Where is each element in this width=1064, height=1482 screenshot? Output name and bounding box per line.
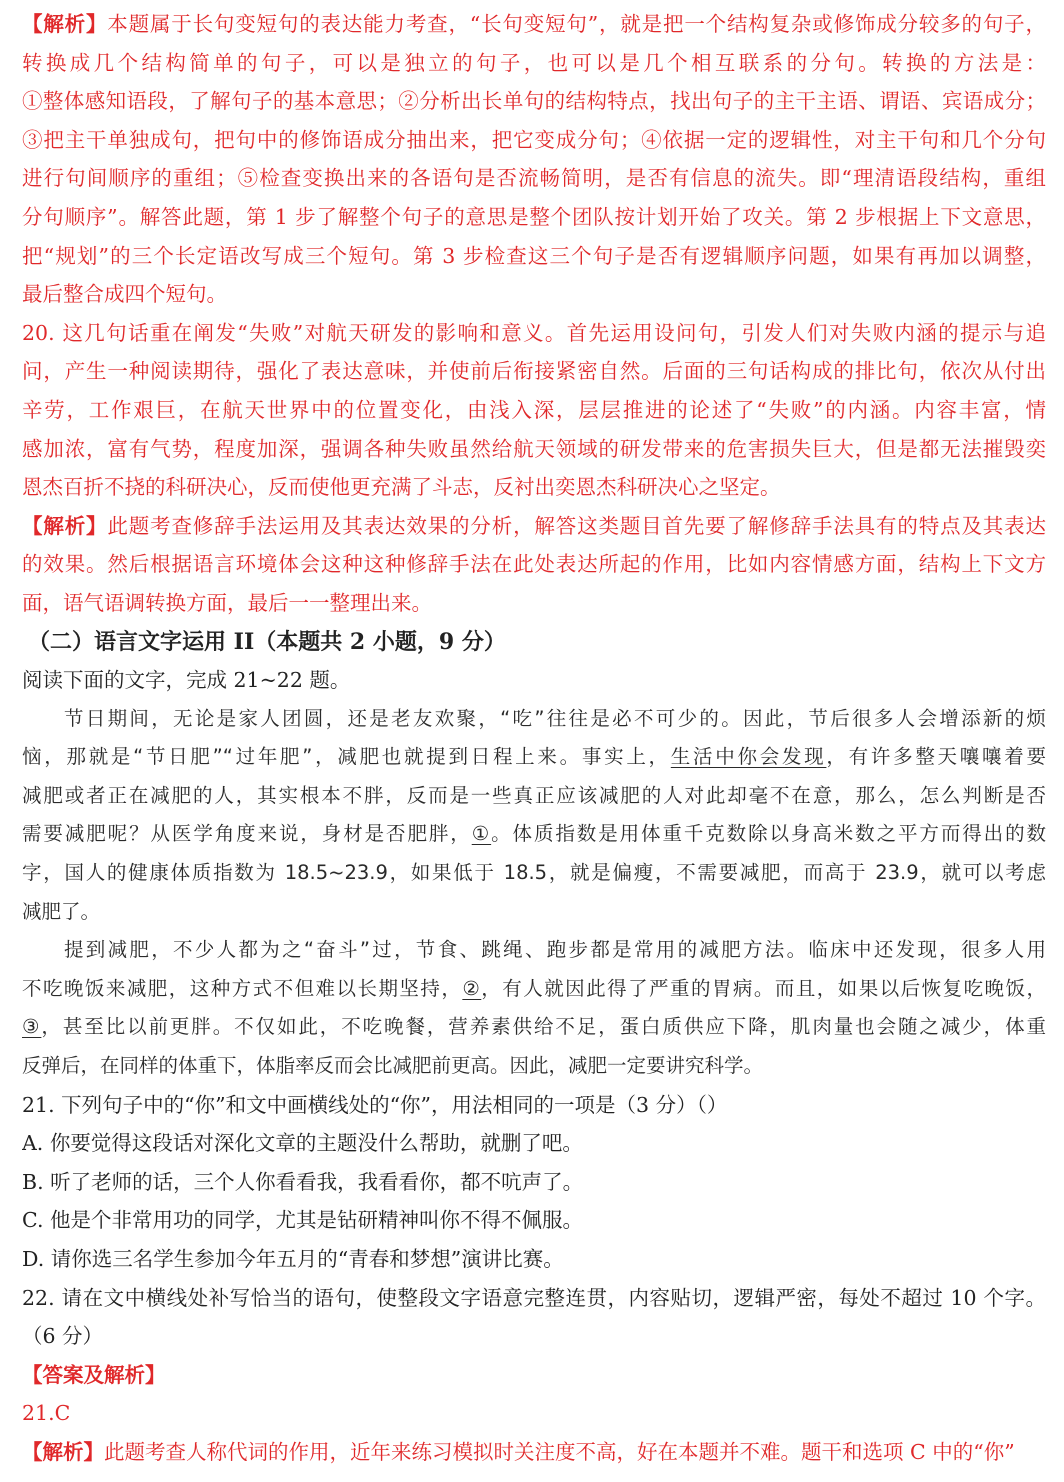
question-stem: 22. 请在文中横线处补写恰当的语句，使整段文字语意完整连贯，内容贴切，逻辑严密，每处不超过 10 个字。 <box>22 1285 1046 1310</box>
passage-line: 减肥或者正在减肥的人，其实根本不胖，反而是一些真正应该减肥的人对此却毫不在意，那么，怎么判断是否 <box>22 783 1046 807</box>
passage-line: 节日期间，无论是家人团圆，还是老友欢聚，“吃”往往是必不可少的。因此，节后很多人会增添新的烦 <box>64 706 1046 730</box>
option-a: A. 你要觉得这段话对深化文章的主题没什么帮助，就删了吧。 <box>22 1131 583 1156</box>
text-line: 20. 这几句话重在阐发“失败”对航天研发的影响和意义。首先运用设问句，引发人们对失败内涵的提示与追 <box>22 320 1046 345</box>
text-line: ①整体感知语段，了解句子的基本意思；②分析出长单句的结构特点，找出句子的主干主语、谓语、宾语成分； <box>22 89 1046 114</box>
passage-line: ③，甚至比以前更胖。不仅如此，不吃晚餐，营养素供给不足，蛋白质供应下降，肌肉量也会随之减少，体重 <box>22 1015 1046 1039</box>
text-line: 的效果。然后根据语言环境体会这种这种修辞手法在此处表达所起的作用，比如内容情感方面，结构上下文方 <box>22 552 1046 577</box>
answer-21: 21.C <box>22 1401 71 1426</box>
text-line: 转换成几个结构简单的句子，可以是独立的句子，也可以是几个相互联系的分句。转换的方法是： <box>22 50 1046 75</box>
passage-line: 不吃晚饭来减肥，这种方式不但难以长期坚持，②，有人就因此得了严重的胃病。而且，如果以后恢复吃晚饭， <box>22 976 1046 1000</box>
blank-marker-2: ② <box>462 976 482 1000</box>
text-line: 【解析】此题考查修辞手法运用及其表达效果的分析，解答这类题目首先要了解修辞手法具有的特点及其表达 <box>22 513 1046 538</box>
question-score: （6 分） <box>22 1324 104 1349</box>
answer-block <box>22 1356 1046 1472</box>
text-line: 恩杰百折不挠的科研决心，反而使他更充满了斗志，反衬出奕恩杰科研决心之坚定。 <box>22 475 781 500</box>
blank-marker-3: ③ <box>22 1015 42 1039</box>
text-line: ③把主干单独成句，把句中的修饰语成分抽出来，把它变成分句；④依据一定的逻辑性，对主干句和几个分句 <box>22 127 1046 152</box>
text-line: 感加浓，富有气势，程度加深，强调各种失败虽然给航天领域的研发带来的危害损失巨大，但是都无法摧毁奕 <box>22 436 1046 461</box>
text-line: 最后整合成四个短句。 <box>22 282 227 307</box>
option-b: B. 听了老师的话，三个人你看看我，我看看你，都不吭声了。 <box>22 1169 584 1194</box>
analysis-block-1 <box>22 5 1046 314</box>
blank-marker-1: ① <box>471 822 492 846</box>
question-stem: 21. 下列句子中的“你”和文中画横线处的“你”，用法相同的一项是（3 分）（） <box>22 1092 728 1117</box>
passage-line: 减肥了。 <box>22 899 101 923</box>
option-c: C. 他是个非常用功的同学，尤其是钻研精神叫你不得不佩服。 <box>22 1208 583 1233</box>
answer-20-block <box>22 314 1046 507</box>
passage-line: 需要减肥呢？从医学角度来说，身材是否肥胖，①。体质指数是用体重千克数除以身高米数之平方而得出的数 <box>22 822 1046 846</box>
text-line: 进行句间顺序的重组；⑤检查变换出来的各语句是否流畅简明，是否有信息的流失。即“理清语段结构，重组 <box>22 166 1046 191</box>
text-line: 【解析】本题属于长句变短句的表达能力考查，“长句变短句”，就是把一个结构复杂或修饰成分较多的句子， <box>22 12 1046 36</box>
text-line: 把“规划”的三个长定语改写成三个短句。第 3 步检查这三个句子是否有逻辑顺序问题，如果有再加以调整， <box>22 243 1046 268</box>
analysis-tag: 【解析】 <box>22 1439 104 1464</box>
passage-line: 恼，那就是“节日肥”“过年肥”，减肥也就提到日程上来。事实上，生活中你会发现，有许多整天嚷嚷着要 <box>22 745 1046 769</box>
passage-line: 字，国人的健康体质指数为 18.5~23.9，如果低于 18.5，就是偏瘦，不需要减肥，而高于 23.9，就可以考虑 <box>22 861 1046 885</box>
question-22 <box>22 1279 1046 1356</box>
analysis-tag: 【解析】 <box>22 12 108 36</box>
analysis-block-2 <box>22 507 1046 623</box>
text-line: 面，语气语调转换方面，最后一一整理出来。 <box>22 590 432 615</box>
analysis-tag: 【解析】 <box>22 513 108 538</box>
answer-heading: 【答案及解析】 <box>22 1362 166 1387</box>
option-d: D. 请你选三名学生参加今年五月的“青春和梦想”演讲比赛。 <box>22 1247 564 1271</box>
text-line: 分句顺序”。解答此题，第 1 步了解整个句子的意思是整个团队按计划开始了攻关。第 2 步根据上下文意思， <box>22 204 1046 229</box>
question-21 <box>22 1086 1046 1279</box>
text-line: 问，产生一种阅读期待，强化了表达意味，并使前后衔接紧密自然。后面的三句话构成的排比句，依次从付出 <box>22 359 1046 384</box>
text-line: 【解析】此题考查人称代词的作用，近年来练习模拟时关注度不高，好在本题并不难。题干和选项 C 中的“你” <box>22 1439 1015 1464</box>
text-line: 辛劳，工作艰巨，在航天世界中的位置变化，由浅入深，层层推进的论述了“失败”的内涵。内容丰富，情 <box>22 397 1046 422</box>
reading-passage <box>22 700 1046 1086</box>
underlined-phrase: 生活中你会发现 <box>670 745 827 769</box>
passage-line: 反弹后，在同样的体重下，体脂率反而会比减肥前更高。因此，减肥一定要讲究科学。 <box>22 1054 764 1078</box>
section-heading: （二）语言文字运用 II（本题共 2 小题，9 分） <box>28 628 506 655</box>
passage-line: 提到减肥，不少人都为之“奋斗”过，节食、跳绳、跑步都是常用的减肥方法。临床中还发现，很多人用 <box>64 938 1046 962</box>
section-instruction: 阅读下面的文字，完成 21~22 题。 <box>22 668 351 693</box>
